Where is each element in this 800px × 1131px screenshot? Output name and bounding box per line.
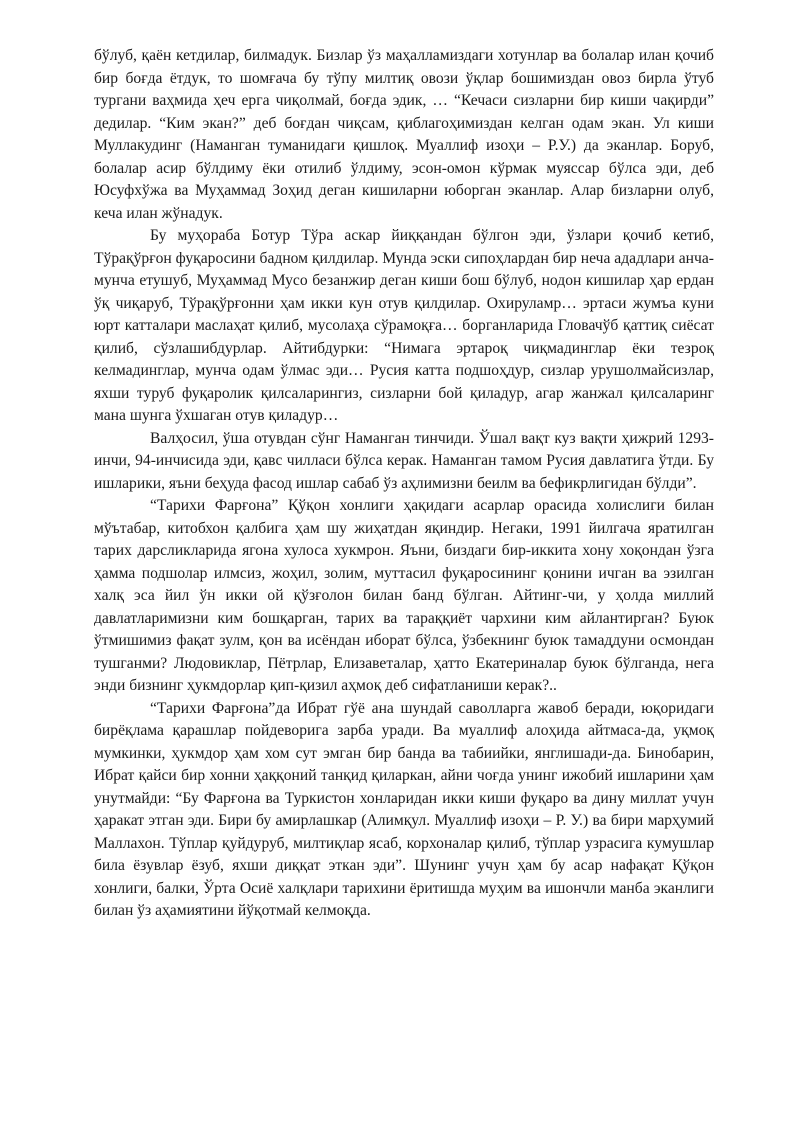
- paragraph-3: Валҳосил, ўша отувдан сўнг Наманган тинчиди. Ўшал вақт куз вақти ҳижрий 1293-инчи, 94-инчисида эди, қавс чилласи бўлса керак. Наманган тамом Русия давлатига ўтди. Бу ишларики, яъни беҳуда фасод ишлар сабаб ўз аҳлимизни беилм ва бефикрлигидан бўлди”.: [94, 429, 714, 492]
- paragraph-2: Бу муҳораба Ботур Тўра аскар йиққандан бўлгон эди, ўзлари қочиб кетиб, Тўрақўрғон фуқаросини бадном қилдилар. Мунда эски сипоҳлардан бир неча ададлари анча-мунча етушуб, Муҳаммад Мусо безанжир деган киши бош бўлуб, нодон кишилар ҳар ердан ўқ чиқаруб, Тўрақўрғонни ҳам икки кун отув қилдилар. Охируламр… эртаси жумъа куни юрт катталари маслаҳат қилиб, мусолаҳа сўрамоқға… борганларида Гловачўб қаттиқ сиёсат қилиб, сўзлашибдурлар. Айтибдурки: “Нимага эртароқ чиқмадинглар ёки тезроқ келмадинглар, мунча одам ўлмас эди… Русия катта подшоҳдур, сизлар урушолмайсизлар, яхши туруб фуқаролик қилсаларингиз, сизларни бой қиладур, агар жанжал қилсаларинг мана шунга ўхшаган отув қиладур…: [94, 227, 714, 424]
- paragraph-1: бўлуб, қаён кетдилар, билмадук. Бизлар ўз маҳалламиздаги хотунлар ва болалар илан қочиб бир боғда ётдук, то шомғача бу тўпу милтиқ овози ўқлар бошимиздан овоз бирла ўтуб тургани ваҳмида ҳеч ерга чиқолмай, боғда эдик, … “Кечаси сизларни бир киши чақирди” дедилар. “Ким экан?” деб боғдан чиқсам, қиблагоҳимиздан келган одам экан. Ул киши Муллакудинг (Наманган туманидаги қишлоқ. Муаллиф изоҳи – Р.У.) да эканлар. Боруб, болалар асир бўлдиму ёки отилиб ўлдиму, эсон-омон кўрмак муяссар бўлса эди, деб Юсуфхўжа ва Муҳаммад Зоҳид деган кишиларни юборган эканлар. Алар бизларни олуб, кеча илан жўнадук.: [94, 47, 714, 222]
- paragraph-4: “Тарихи Фарғона” Қўқон хонлиги ҳақидаги асарлар орасида холислиги билан мўътабар, китобхон қалбига ҳам шу жиҳатдан яқиндир. Негаки, 1991 йилгача яратилган тарих дарсликларида ягона хулоса хукмрон. Яъни, биздаги бир-иккита хону хоқондан ўзга ҳамма подшолар илмсиз, жоҳил, золим, муттасил фуқаросининг қонини ичган ва эзилган халқ эса йил ўн икки ой қўзғолон билан банд бўлган. Айтинг-чи, у ҳолда миллий давлатларимизни ким бошқарган, тарих ва тараққиёт чархини ким айлантирган? Буюк ўтмишимиз фақат зулм, қон ва исёндан иборат бўлса, ўзбекнинг буюк тамаддуни осмондан тушганми? Людовиклар, Пётрлар, Елизаветалар, ҳатто Екатериналар буюк бўлганда, нега энди бизнинг ҳукмдорлар қип-қизил аҳмоқ деб сифатланиши керак?..: [94, 497, 714, 694]
- paragraph-5: “Тарихи Фарғона”да Ибрат гўё ана шундай саволларга жавоб беради, юқоридаги бирёқлама қарашлар пойдеворига зарба уради. Ва муаллиф алоҳида айтмаса-да, уқмоқ мумкинки, ҳукмдор ҳам хом сут эмган бир банда ва табиийки, янглишади-да. Бинобарин, Ибрат қайси бир хонни ҳаққоний танқид қиларкан, айни чоғда унинг ижобий ишларини ҳам унутмайди: “Бу Фарғона ва Туркистон хонларидан икки киши фуқаро ва дину миллат учун ҳаракат этган эди. Бири бу амирлашкар (Алимқул. Муаллиф изоҳи – Р. У.) ва бири марҳумий Маллахон. Тўплар қуйдуруб, милтиқлар ясаб, корхоналар қилиб, тўплар узрасига кумушлар била ёзувлар ёзуб, яхши диққат эткан эди”. Шунинг учун ҳам бу асар нафақат Қўқон хонлиги, балки, Ўрта Осиё халқлари тарихини ёритишда муҳим ва ишончли манба эканлиги билан ўз аҳамиятини йўқотмай келмоқда.: [94, 699, 714, 919]
- document-page: [94, 45, 714, 923]
